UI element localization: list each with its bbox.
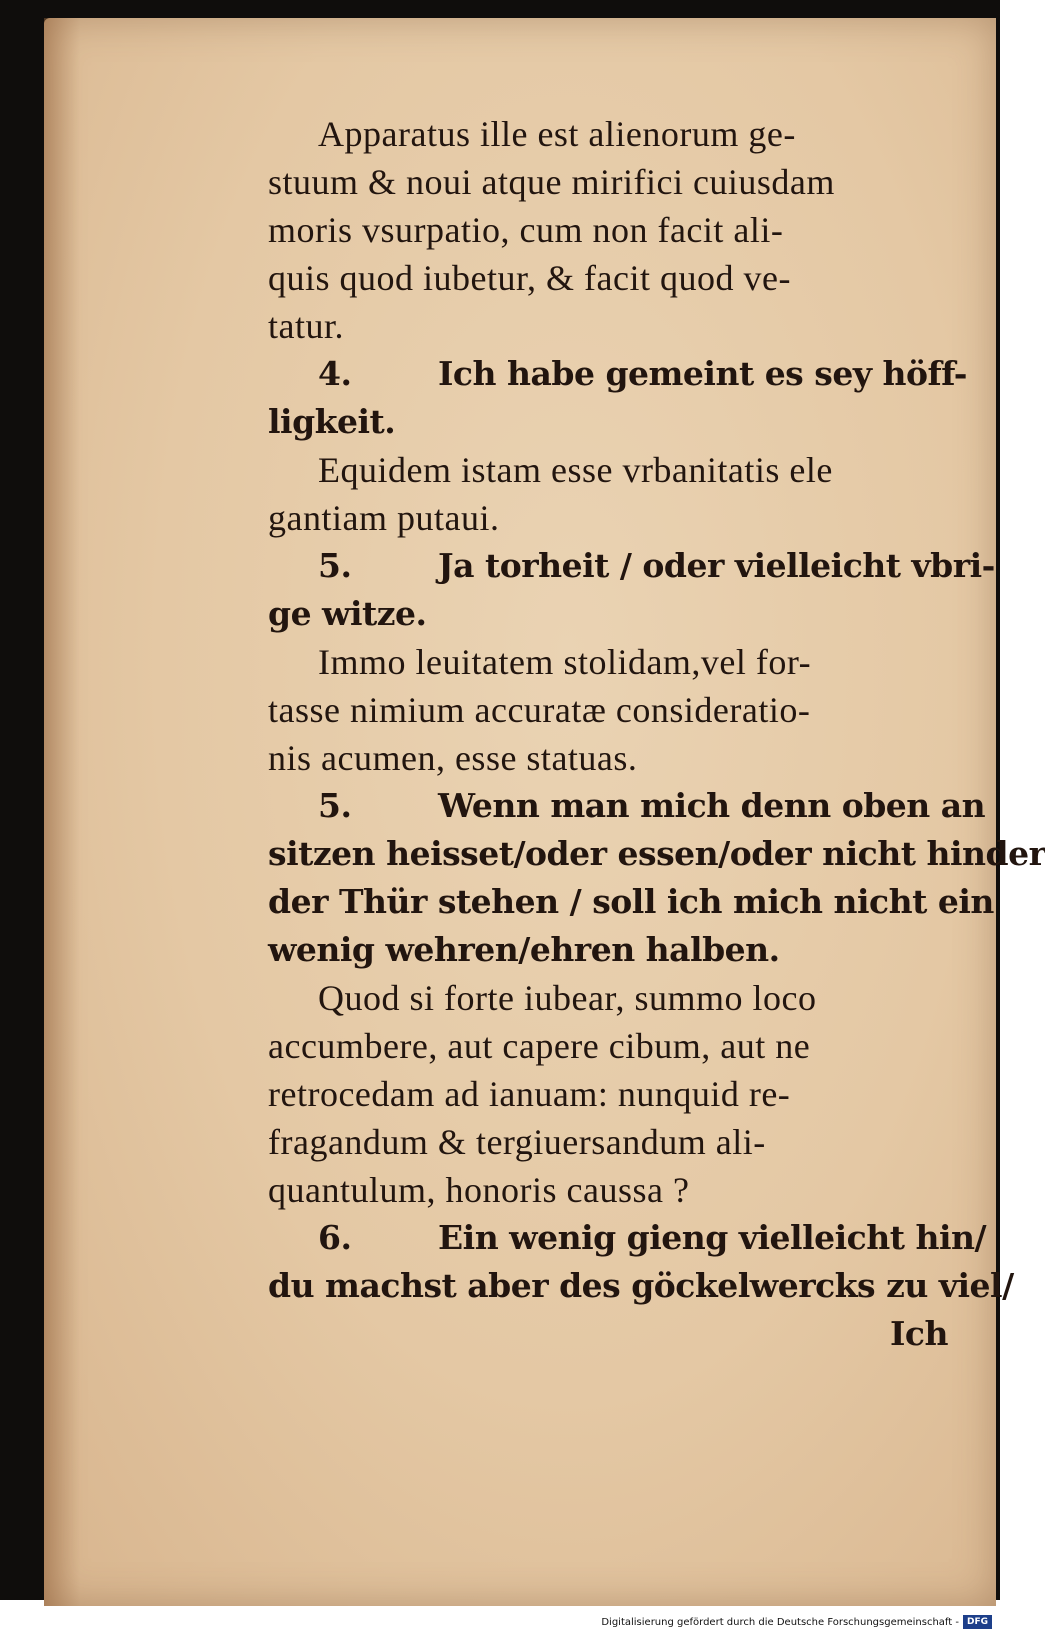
text-line — [268, 542, 995, 590]
text-line — [268, 1022, 958, 1070]
text-line — [268, 590, 958, 638]
line-text: Ich habe gemeint es sey höff- — [438, 354, 967, 393]
line-text: fragandum & tergiuersandum ali- — [268, 1122, 766, 1162]
funding-note: Digitalisierung gefördert durch die Deutsche Forschungsgemeinschaft - — [601, 1616, 959, 1628]
text-line — [268, 206, 958, 254]
text-line — [268, 398, 958, 446]
page-text-block — [268, 110, 1045, 1358]
text-line — [268, 974, 958, 1022]
line-text: Ein wenig gieng vielleicht hin/ — [438, 1218, 987, 1257]
line-text: retrocedam ad ianuam: nunquid re- — [268, 1074, 791, 1114]
line-text: du machst aber des göckelwercks zu viel/ — [268, 1266, 1014, 1305]
text-line — [268, 446, 958, 494]
text-line — [268, 110, 958, 158]
line-text: Ich — [889, 1314, 948, 1353]
line-text: stuum & noui atque mirifici cuiusdam — [268, 162, 835, 202]
entry-number: 5. — [318, 546, 352, 585]
line-text: Apparatus ille est alienorum ge- — [318, 114, 796, 154]
line-text: Wenn man mich denn oben an — [438, 786, 986, 825]
line-text: accumbere, aut capere cibum, aut ne — [268, 1026, 811, 1066]
line-text: moris vsurpatio, cum non facit ali- — [268, 210, 784, 250]
text-line — [268, 686, 958, 734]
text-line — [268, 638, 958, 686]
line-text: tasse nimium accuratæ consideratio- — [268, 690, 811, 730]
entry-number: 5. — [318, 786, 352, 825]
line-text: sitzen heisset/oder essen/oder nicht hinder — [268, 834, 1045, 873]
line-text: wenig wehren/ehren halben. — [268, 930, 780, 969]
text-line — [268, 878, 994, 926]
text-line — [268, 158, 958, 206]
text-line — [268, 350, 967, 398]
text-line — [268, 926, 958, 974]
text-line — [268, 1118, 958, 1166]
text-line — [268, 254, 958, 302]
text-line — [268, 494, 958, 542]
line-text: Immo leuitatem stolidam,vel for- — [318, 642, 812, 682]
text-line — [268, 1310, 958, 1358]
line-text: tatur. — [268, 306, 344, 346]
line-text: quantulum, honoris caussa ? — [268, 1170, 690, 1210]
text-line — [268, 302, 958, 350]
line-text: gantiam putaui. — [268, 498, 500, 538]
digitization-footer — [601, 1614, 992, 1630]
line-text: quis quod iubetur, & facit quod ve- — [268, 258, 791, 298]
line-text: der Thür stehen / soll ich mich nicht ein — [268, 882, 994, 921]
entry-number: 6. — [318, 1218, 352, 1257]
text-line — [268, 830, 1045, 878]
entry-number: 4. — [318, 354, 352, 393]
line-text: Quod si forte iubear, summo loco — [318, 978, 817, 1018]
line-text: Equidem istam esse vrbanitatis ele — [318, 450, 833, 490]
text-line — [268, 782, 986, 830]
line-text: ligkeit. — [268, 402, 396, 441]
text-line — [268, 1070, 958, 1118]
line-text: ge witze. — [268, 594, 427, 633]
dfg-logo: DFG — [963, 1615, 992, 1629]
page-gutter-shadow — [44, 18, 80, 1606]
line-text: nis acumen, esse statuas. — [268, 738, 638, 778]
line-text: Ja torheit / oder vielleicht vbri- — [438, 546, 995, 585]
text-line — [268, 734, 958, 782]
text-line — [268, 1262, 1014, 1310]
text-line — [268, 1214, 987, 1262]
text-line — [268, 1166, 958, 1214]
